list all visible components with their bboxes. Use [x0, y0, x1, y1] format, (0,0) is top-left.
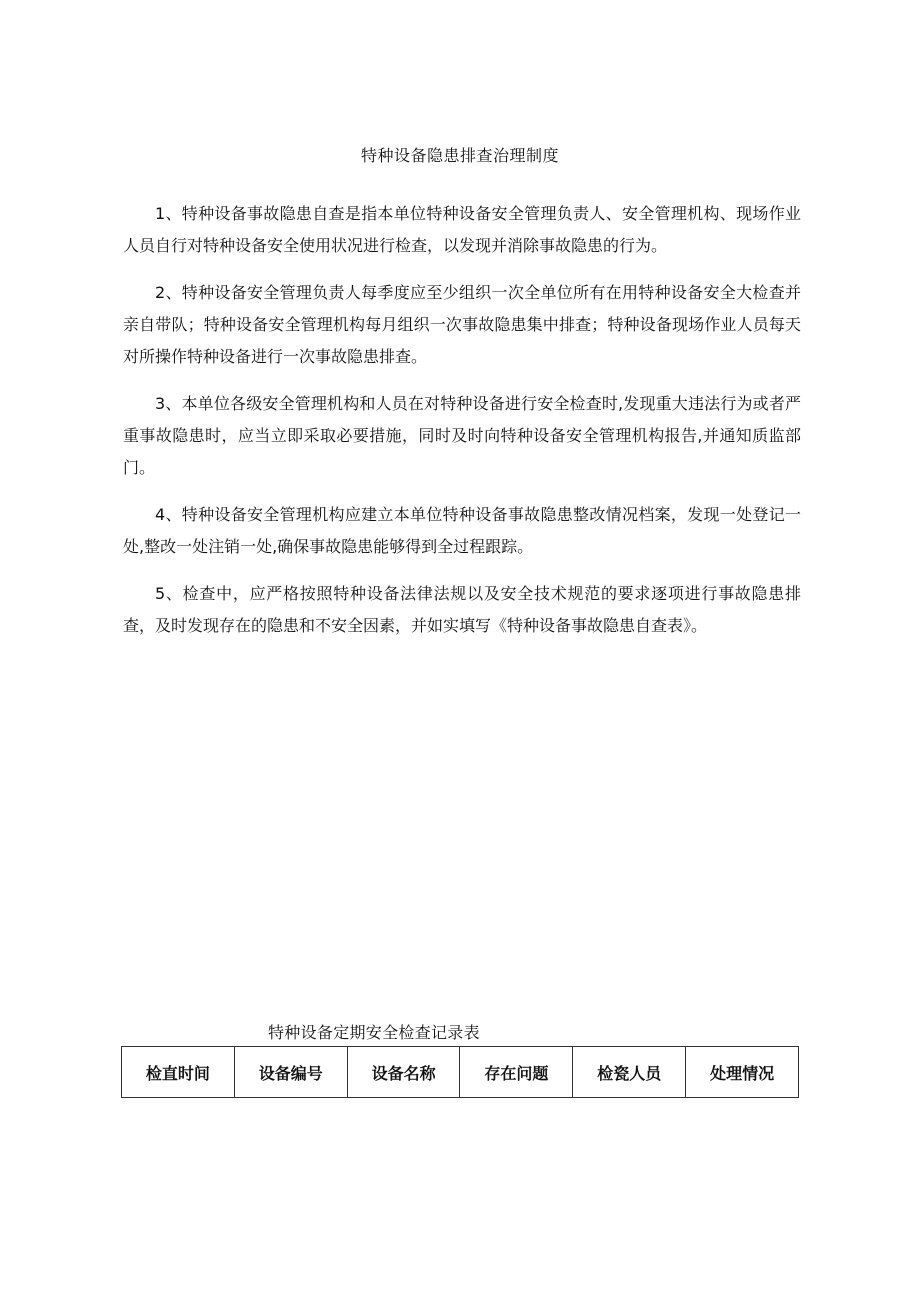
header-check-time: 检直时间	[122, 1047, 235, 1098]
header-existing-problems: 存在问题	[460, 1047, 573, 1098]
document-body	[123, 198, 801, 657]
paragraph-1: 1、特种设备事故隐患自查是指本单位特种设备安全管理负责人、安全管理机构、现场作业人员自行对特种设备安全使用状况进行检查，以发现并消除事故隐患的行为。	[123, 204, 801, 255]
record-table	[121, 1046, 799, 1098]
header-equipment-number: 设备编号	[234, 1047, 347, 1098]
table-title: 特种设备定期安全检查记录表	[268, 1023, 480, 1042]
document-title: 特种设备隐患排查治理制度	[360, 146, 559, 165]
paragraph-2: 2、特种设备安全管理负责人每季度应至少组织一次全单位所有在用特种设备安全大检查并亲自带队；特种设备安全管理机构每月组织一次事故隐患集中排查；特种设备现场作业人员每天对所操作特种设备进行一次事故隐患排查。	[123, 283, 801, 366]
paragraph-5: 5、检查中，应严格按照特种设备法律法规以及安全技术规范的要求逐项进行事故隐患排查，及时发现存在的隐患和不安全因素，并如实填写《特种设备事故隐患自查表》。	[123, 584, 801, 635]
header-handling-status: 处理情况	[686, 1047, 799, 1098]
header-inspector: 检瓷人员	[573, 1047, 686, 1098]
paragraph-3: 3、本单位各级安全管理机构和人员在对特种设备进行安全检查时,发现重大违法行为或者严重事故隐患时，应当立即采取必要措施，同时及时向特种设备安全管理机构报告,并通知质监部门。	[123, 394, 801, 477]
header-equipment-name: 设备名称	[347, 1047, 460, 1098]
paragraph-4: 4、特种设备安全管理机构应建立本单位特种设备事故隐患整改情况档案，发现一处登记一处,整改一处注销一处,确保事故隐患能够得到全过程跟踪。	[123, 505, 801, 556]
table-header-row	[122, 1047, 799, 1098]
